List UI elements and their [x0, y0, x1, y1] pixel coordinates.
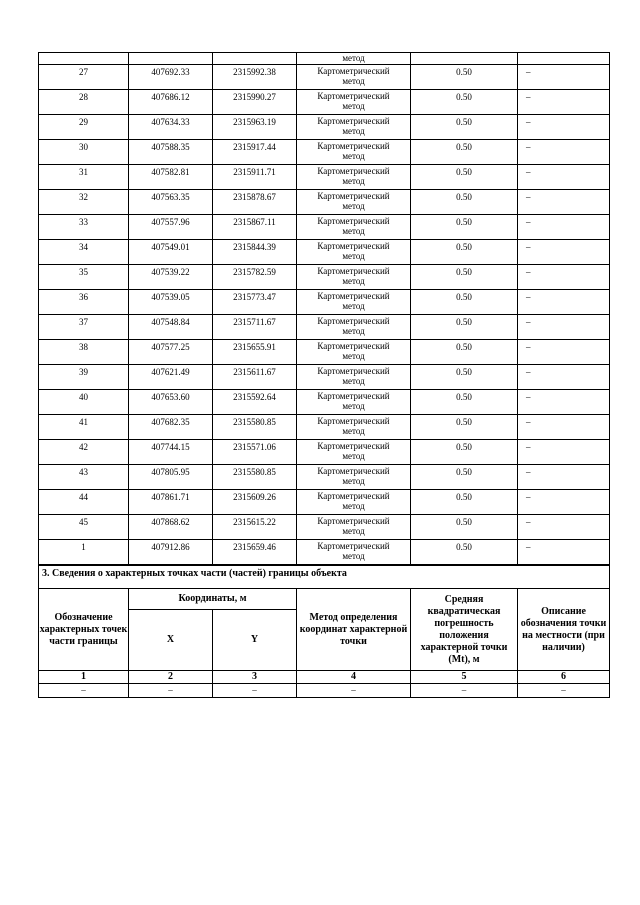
- table-row: [39, 140, 610, 165]
- cell-number: 28: [39, 90, 129, 115]
- cell-y: 2315655.91: [213, 340, 297, 365]
- cell-number: 42: [39, 440, 129, 465]
- cell-description: –: [518, 90, 610, 115]
- table-row: [39, 215, 610, 240]
- cell-x: 407548.84: [129, 315, 213, 340]
- cell-y: 2315580.85: [213, 415, 297, 440]
- cell-x: 407868.62: [129, 515, 213, 540]
- method-line-1: Картометрический: [317, 191, 390, 201]
- cell-method: [297, 65, 411, 90]
- cell-method: [297, 140, 411, 165]
- method-line-1: Картометрический: [317, 391, 390, 401]
- table-row: [39, 415, 610, 440]
- method-line-1: Картометрический: [317, 366, 390, 376]
- cell-y: 2315659.46: [213, 540, 297, 565]
- cell-accuracy: [411, 53, 518, 65]
- cell-x: 407634.33: [129, 115, 213, 140]
- cell-x: 407682.35: [129, 415, 213, 440]
- cell-method: [297, 240, 411, 265]
- section-3-title: 3. Сведения о характерных точках части (частей) границы объекта: [39, 566, 610, 589]
- cell-x: 407563.35: [129, 190, 213, 215]
- method-line-1: Картометрический: [317, 141, 390, 151]
- method-line-2: метод: [342, 201, 365, 211]
- table-row: [39, 440, 610, 465]
- cell-accuracy: 0.50: [411, 315, 518, 340]
- cell-method: [297, 215, 411, 240]
- cell-y: 2315611.67: [213, 365, 297, 390]
- cell-number: 31: [39, 165, 129, 190]
- method-line-2: метод: [342, 301, 365, 311]
- cell-method: [297, 540, 411, 565]
- cell-y: 2315878.67: [213, 190, 297, 215]
- cell-x: 407549.01: [129, 240, 213, 265]
- table-row: [39, 265, 610, 290]
- cell-y: 2315867.11: [213, 215, 297, 240]
- method-line-1: Картометрический: [317, 316, 390, 326]
- cell-method: [297, 390, 411, 415]
- cell-y: 2315917.44: [213, 140, 297, 165]
- cell-description: –: [518, 540, 610, 565]
- cell-method: [297, 440, 411, 465]
- cell-method: [297, 90, 411, 115]
- empty-cell-2: –: [129, 684, 213, 698]
- cell-number: 44: [39, 490, 129, 515]
- method-line-2: метод: [342, 501, 365, 511]
- cell-method: [297, 190, 411, 215]
- cell-method: [297, 265, 411, 290]
- header-y: Y: [213, 610, 297, 671]
- cell-accuracy: 0.50: [411, 490, 518, 515]
- cell-number: 45: [39, 515, 129, 540]
- cell-y: 2315782.59: [213, 265, 297, 290]
- cell-number: 27: [39, 65, 129, 90]
- empty-cell-4: –: [297, 684, 411, 698]
- cell-description: –: [518, 390, 610, 415]
- cell-accuracy: 0.50: [411, 90, 518, 115]
- continued-row: [39, 53, 610, 65]
- cell-y: 2315844.39: [213, 240, 297, 265]
- cell-x: 407686.12: [129, 90, 213, 115]
- cell-x: 407692.33: [129, 65, 213, 90]
- cell-description: –: [518, 490, 610, 515]
- cell-accuracy: 0.50: [411, 165, 518, 190]
- cell-y: 2315592.64: [213, 390, 297, 415]
- cell-accuracy: 0.50: [411, 465, 518, 490]
- cell-number: 43: [39, 465, 129, 490]
- column-number-6: 6: [518, 671, 610, 684]
- cell-accuracy: 0.50: [411, 390, 518, 415]
- method-line-1: Картометрический: [317, 116, 390, 126]
- method-line-2: метод: [342, 226, 365, 236]
- cell-number: 41: [39, 415, 129, 440]
- cell-accuracy: 0.50: [411, 290, 518, 315]
- cell-method: [297, 165, 411, 190]
- cell-y: 2315963.19: [213, 115, 297, 140]
- empty-cell-6: –: [518, 684, 610, 698]
- cell-y: 2315990.27: [213, 90, 297, 115]
- cell-method: [297, 115, 411, 140]
- column-number-3: 3: [213, 671, 297, 684]
- method-line-1: Картометрический: [317, 91, 390, 101]
- method-line-1: Картометрический: [317, 166, 390, 176]
- table-row: [39, 315, 610, 340]
- header-description: Описание обозначения точки на местности (при наличии): [518, 589, 610, 671]
- cell-x: 407539.05: [129, 290, 213, 315]
- cell-y: 2315992.38: [213, 65, 297, 90]
- method-line-2: метод: [342, 251, 365, 261]
- cell-method: метод: [297, 53, 411, 65]
- cell-accuracy: 0.50: [411, 340, 518, 365]
- cell-description: –: [518, 140, 610, 165]
- method-line-1: Картометрический: [317, 341, 390, 351]
- cell-method: [297, 340, 411, 365]
- cell-number: 32: [39, 190, 129, 215]
- header-coordinates: Координаты, м: [129, 589, 297, 610]
- cell-description: –: [518, 240, 610, 265]
- cell-method: [297, 490, 411, 515]
- cell-x: 407912.86: [129, 540, 213, 565]
- header-accuracy: Средняя квадратическая погрешность положения характерной точки (Мt), м: [411, 589, 518, 671]
- cell-description: –: [518, 265, 610, 290]
- table-row: [39, 390, 610, 415]
- method-line-2: метод: [342, 101, 365, 111]
- method-line-2: метод: [342, 151, 365, 161]
- cell-x: 407588.35: [129, 140, 213, 165]
- cell-accuracy: 0.50: [411, 240, 518, 265]
- cell-description: –: [518, 340, 610, 365]
- cell-description: –: [518, 65, 610, 90]
- empty-cell-3: –: [213, 684, 297, 698]
- method-line-1: Картометрический: [317, 66, 390, 76]
- empty-row: [39, 684, 610, 698]
- cell-y: 2315615.22: [213, 515, 297, 540]
- cell-description: –: [518, 115, 610, 140]
- table-row: [39, 290, 610, 315]
- table-row: [39, 240, 610, 265]
- method-line-2: метод: [342, 351, 365, 361]
- column-number-2: 2: [129, 671, 213, 684]
- cell-description: –: [518, 290, 610, 315]
- cell-description: –: [518, 215, 610, 240]
- cell-accuracy: 0.50: [411, 515, 518, 540]
- table-row: [39, 190, 610, 215]
- header-method: Метод определения координат характерной точки: [297, 589, 411, 671]
- method-line-1: Картометрический: [317, 291, 390, 301]
- method-line-2: метод: [342, 326, 365, 336]
- table-row: [39, 115, 610, 140]
- cell-number: 33: [39, 215, 129, 240]
- table-row: [39, 465, 610, 490]
- cell-accuracy: 0.50: [411, 365, 518, 390]
- method-line-1: Картометрический: [317, 541, 390, 551]
- cell-accuracy: 0.50: [411, 215, 518, 240]
- empty-cell-1: –: [39, 684, 129, 698]
- cell-x: 407744.15: [129, 440, 213, 465]
- section-3-table: [38, 565, 610, 698]
- cell-number: 30: [39, 140, 129, 165]
- table-row: [39, 165, 610, 190]
- cell-description: –: [518, 165, 610, 190]
- cell-y: 2315711.67: [213, 315, 297, 340]
- method-line-2: метод: [342, 176, 365, 186]
- cell-description: –: [518, 365, 610, 390]
- table-row: [39, 515, 610, 540]
- table-row: [39, 90, 610, 115]
- cell-method: [297, 290, 411, 315]
- method-line-2: метод: [342, 476, 365, 486]
- cell-description: –: [518, 415, 610, 440]
- cell-accuracy: 0.50: [411, 65, 518, 90]
- column-number-4: 4: [297, 671, 411, 684]
- table-row: [39, 65, 610, 90]
- cell-number: 34: [39, 240, 129, 265]
- cell-x: 407557.96: [129, 215, 213, 240]
- cell-y: 2315911.71: [213, 165, 297, 190]
- cell-number: 40: [39, 390, 129, 415]
- method-line-1: Картометрический: [317, 516, 390, 526]
- cell-number: 35: [39, 265, 129, 290]
- method-line-1: Картометрический: [317, 241, 390, 251]
- cell-description: –: [518, 190, 610, 215]
- cell-accuracy: 0.50: [411, 190, 518, 215]
- characteristic-points-table: [38, 52, 610, 565]
- cell-description: [518, 53, 610, 65]
- cell-method: [297, 415, 411, 440]
- method-line-2: метод: [342, 401, 365, 411]
- method-line-1: Картометрический: [317, 266, 390, 276]
- cell-description: –: [518, 465, 610, 490]
- cell-accuracy: 0.50: [411, 115, 518, 140]
- method-line-2: метод: [342, 551, 365, 561]
- cell-number: 1: [39, 540, 129, 565]
- cell-number: [39, 53, 129, 65]
- cell-x: [129, 53, 213, 65]
- cell-accuracy: 0.50: [411, 440, 518, 465]
- cell-number: 37: [39, 315, 129, 340]
- method-line-1: Картометрический: [317, 466, 390, 476]
- empty-cell-5: –: [411, 684, 518, 698]
- method-line-2: метод: [342, 376, 365, 386]
- cell-method: [297, 365, 411, 390]
- document-page: [38, 52, 609, 698]
- cell-method: [297, 465, 411, 490]
- cell-accuracy: 0.50: [411, 140, 518, 165]
- cell-y: 2315571.06: [213, 440, 297, 465]
- cell-number: 39: [39, 365, 129, 390]
- cell-x: 407577.25: [129, 340, 213, 365]
- cell-y: 2315580.85: [213, 465, 297, 490]
- cell-x: 407653.60: [129, 390, 213, 415]
- cell-number: 29: [39, 115, 129, 140]
- method-line-1: Картометрический: [317, 416, 390, 426]
- cell-method: [297, 315, 411, 340]
- method-line-2: метод: [342, 276, 365, 286]
- method-line-1: Картометрический: [317, 441, 390, 451]
- method-line-2: метод: [342, 451, 365, 461]
- cell-accuracy: 0.50: [411, 540, 518, 565]
- cell-x: 407582.81: [129, 165, 213, 190]
- header-x: X: [129, 610, 213, 671]
- cell-y: 2315773.47: [213, 290, 297, 315]
- table-row: [39, 365, 610, 390]
- cell-y: 2315609.26: [213, 490, 297, 515]
- cell-description: –: [518, 315, 610, 340]
- cell-description: –: [518, 440, 610, 465]
- cell-x: 407621.49: [129, 365, 213, 390]
- cell-method: [297, 515, 411, 540]
- table-row: [39, 340, 610, 365]
- cell-number: 36: [39, 290, 129, 315]
- cell-accuracy: 0.50: [411, 265, 518, 290]
- header-designation: Обозначение характерных точек части границы: [39, 589, 129, 671]
- cell-x: 407539.22: [129, 265, 213, 290]
- cell-x: 407805.95: [129, 465, 213, 490]
- cell-x: 407861.71: [129, 490, 213, 515]
- table-row: [39, 540, 610, 565]
- method-line-1: Картометрический: [317, 216, 390, 226]
- table-row: [39, 490, 610, 515]
- cell-description: –: [518, 515, 610, 540]
- method-line-1: Картометрический: [317, 491, 390, 501]
- method-line-2: метод: [342, 526, 365, 536]
- method-line-2: метод: [342, 126, 365, 136]
- cell-accuracy: 0.50: [411, 415, 518, 440]
- column-number-1: 1: [39, 671, 129, 684]
- cell-y: [213, 53, 297, 65]
- method-line-2: метод: [342, 76, 365, 86]
- column-number-5: 5: [411, 671, 518, 684]
- cell-number: 38: [39, 340, 129, 365]
- method-line-2: метод: [342, 426, 365, 436]
